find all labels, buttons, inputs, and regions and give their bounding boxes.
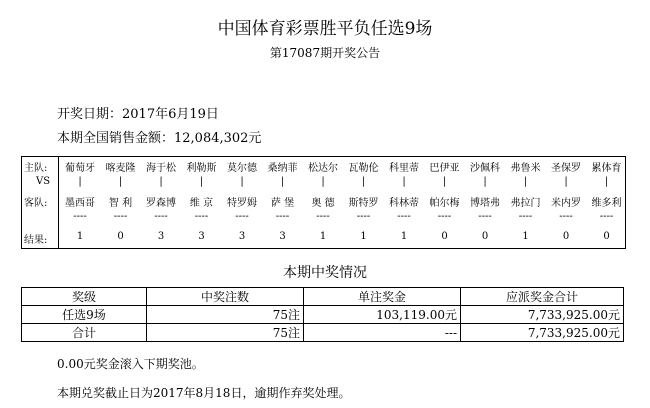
away-label: 客队:: [24, 198, 48, 209]
vs-bar: |: [442, 176, 447, 187]
prize-single: ---: [304, 324, 461, 342]
dash-separator: ----: [437, 211, 452, 222]
dash-row: [22, 211, 625, 226]
dash-separator: ----: [113, 211, 128, 222]
table-row: [22, 324, 624, 342]
home-team: 科里蒂: [389, 163, 419, 174]
home-team: 弗鲁米: [510, 163, 541, 174]
vs-bar: |: [159, 176, 163, 187]
dash-separator: ----: [154, 211, 168, 222]
prize-level: 合计: [22, 324, 147, 342]
match-result: 1: [360, 231, 367, 242]
home-team: 莫尔德: [227, 163, 257, 174]
result-row: [22, 231, 625, 246]
home-team: 葡萄牙: [65, 163, 95, 174]
dash-separator: ----: [194, 211, 209, 222]
vs-bar: |: [564, 176, 568, 187]
match-result: 1: [400, 231, 408, 242]
deadline-note: 本期兑奖截止日为2017年8月18日，逾期作弃奖处理。: [57, 386, 351, 400]
away-team: 萨 堡: [270, 198, 295, 209]
home-row: [22, 159, 625, 174]
away-team: 特罗姆: [227, 198, 257, 209]
dash-separator: ----: [356, 211, 371, 222]
page-title: 中国体育彩票胜平负任选9场: [217, 19, 433, 39]
prize-single: 103,119.00元: [304, 306, 461, 324]
vs-bar: |: [523, 176, 528, 187]
prize-level: 任选9场: [22, 306, 147, 324]
dash-separator: ----: [235, 211, 249, 222]
match-result: 1: [319, 231, 327, 242]
home-team: 桑纳菲: [267, 163, 298, 174]
dash-separator: ----: [559, 211, 573, 222]
home-team: 巴伊亚: [429, 163, 460, 174]
home-team: 圣保罗: [551, 163, 581, 174]
vs-bar: |: [361, 176, 366, 187]
draw-date: 开奖日期：2017年6月19日: [57, 107, 219, 122]
match-result: 0: [603, 231, 610, 242]
away-team: 科林蒂: [389, 198, 419, 209]
home-team: 瓦勒伦: [348, 163, 379, 174]
prize-section-title: 本期中奖情况: [283, 265, 367, 281]
header-total: 应派奖金合计: [461, 288, 624, 306]
match-result: 0: [441, 231, 448, 242]
vs-bar: |: [280, 176, 285, 187]
away-team: 弗拉门: [510, 198, 541, 209]
prize-total: 7,733,925.00元: [461, 306, 624, 324]
match-result: 3: [198, 231, 205, 242]
away-team: 奥 德: [311, 198, 335, 209]
rollover-note: 0.00元奖金滚入下期奖池。: [57, 357, 204, 371]
vs-bar: |: [199, 176, 204, 187]
dash-separator: ----: [316, 211, 330, 222]
home-label: 主队:: [24, 163, 48, 174]
vs-bar: |: [78, 176, 82, 187]
home-team: 喀麦隆: [105, 163, 136, 174]
dash-separator: ----: [73, 211, 87, 222]
match-result: 3: [279, 231, 286, 242]
issue-subtitle: 第17087期开奖公告: [269, 46, 381, 60]
sales-amount: 本期全国销售金额：12,084,302元: [57, 131, 262, 146]
match-result: 0: [562, 231, 570, 242]
header-level: 奖级: [22, 288, 147, 306]
vs-label: VS: [36, 176, 51, 187]
vs-bar: |: [118, 176, 123, 187]
match-result: 0: [117, 231, 124, 242]
away-team: 斯特罗: [348, 198, 379, 209]
match-result: 0: [481, 231, 489, 242]
prize-count: 75注: [147, 324, 304, 342]
away-team: 智 利: [108, 198, 133, 209]
home-team: 利勒斯: [186, 163, 217, 174]
dash-separator: ----: [478, 211, 492, 222]
dash-separator: ----: [397, 211, 411, 222]
result-label: 结果:: [24, 235, 48, 246]
dash-separator: ----: [599, 211, 614, 222]
prize-header-row: [22, 288, 624, 306]
away-team: 博塔弗: [470, 198, 500, 209]
match-result: 3: [157, 231, 165, 242]
home-team: 松达尔: [308, 163, 338, 174]
match-result: 1: [76, 231, 84, 242]
match-result: 1: [522, 231, 529, 242]
vs-bar: |: [240, 176, 244, 187]
dash-separator: ----: [518, 211, 533, 222]
header-count: 中奖注数: [147, 288, 304, 306]
vs-bar: |: [483, 176, 487, 187]
away-team: 墨西哥: [65, 198, 95, 209]
match-table: [21, 156, 626, 249]
home-team: 沙佩科: [470, 163, 500, 174]
dash-separator: ----: [275, 211, 290, 222]
home-team: 累体育: [591, 163, 622, 174]
away-team: 米内罗: [551, 198, 581, 209]
away-team: 维 京: [189, 198, 214, 209]
prize-count: 75注: [147, 306, 304, 324]
away-team: 帕尔梅: [429, 198, 460, 209]
home-team: 海于松: [146, 163, 176, 174]
away-row: [22, 194, 625, 209]
vs-bar: |: [402, 176, 406, 187]
away-team: 维多利: [591, 198, 622, 209]
prize-table: [21, 287, 624, 342]
vs-bar: |: [321, 176, 325, 187]
vs-row: [22, 176, 625, 191]
vs-bar: |: [604, 176, 609, 187]
away-team: 罗森博: [146, 198, 176, 209]
prize-total: 7,733,925.00元: [461, 324, 624, 342]
table-row: [22, 306, 624, 324]
header-single: 单注奖金: [304, 288, 461, 306]
match-result: 3: [238, 231, 246, 242]
